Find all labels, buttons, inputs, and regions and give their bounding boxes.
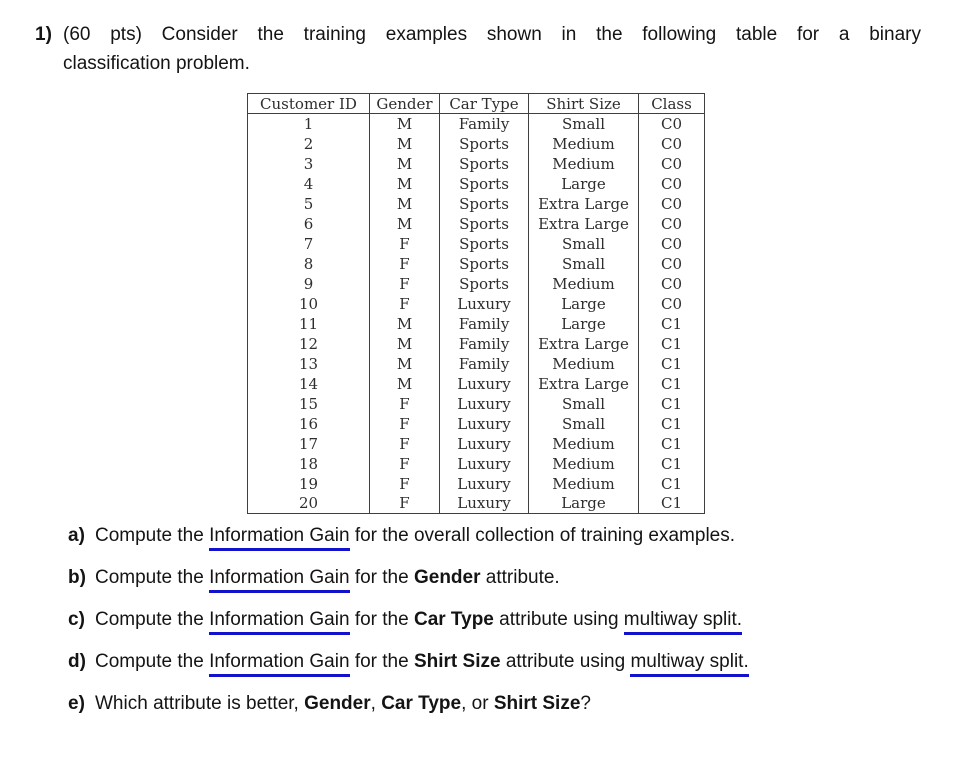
table-cell: Medium — [529, 354, 639, 374]
question-segment: , or — [461, 693, 494, 714]
table-cell: Luxury — [440, 394, 529, 414]
table-cell: Luxury — [440, 294, 529, 314]
table-cell: C0 — [639, 234, 705, 254]
table-row — [248, 454, 705, 474]
question-text — [95, 693, 924, 715]
table-cell: 3 — [248, 154, 370, 174]
question-item — [68, 693, 924, 715]
question-label: a) — [68, 525, 85, 546]
question-item — [68, 651, 924, 673]
table-cell: C0 — [639, 134, 705, 154]
table-cell: F — [370, 394, 440, 414]
table-row — [248, 174, 705, 194]
table-header-row — [248, 94, 705, 114]
question-text — [95, 525, 924, 547]
table-row — [248, 214, 705, 234]
table-cell: Sports — [440, 274, 529, 294]
underlined-term: Information Gain — [209, 567, 349, 593]
table-cell: Extra Large — [529, 334, 639, 354]
table-header-cell: Gender — [370, 94, 440, 114]
table-body — [248, 114, 705, 514]
table-cell: 13 — [248, 354, 370, 374]
problem-text-line1: (60 pts) Consider the training examples shown in the following table for a binary — [63, 24, 921, 45]
table-row — [248, 374, 705, 394]
table-row — [248, 134, 705, 154]
underlined-term: multiway split. — [624, 609, 742, 635]
table-cell: M — [370, 314, 440, 334]
table-cell: Sports — [440, 174, 529, 194]
table-cell: C1 — [639, 494, 705, 514]
table-row — [248, 494, 705, 514]
table-cell: Small — [529, 234, 639, 254]
table-cell: 14 — [248, 374, 370, 394]
question-segment: for the — [349, 609, 414, 630]
question-item — [68, 609, 924, 631]
table-cell: C0 — [639, 214, 705, 234]
problem-statement — [35, 20, 921, 78]
question-segment: Car Type — [413, 609, 494, 630]
question-item — [68, 567, 924, 589]
table-cell: C1 — [639, 334, 705, 354]
table-cell: M — [370, 154, 440, 174]
table-cell: Luxury — [440, 474, 529, 494]
table-cell: Large — [529, 494, 639, 514]
table-cell: Large — [529, 174, 639, 194]
table-cell: Large — [529, 314, 639, 334]
underlined-term: multiway split. — [630, 651, 748, 677]
table-cell: Extra Large — [529, 374, 639, 394]
question-label: c) — [68, 609, 85, 630]
table-cell: Sports — [440, 254, 529, 274]
table-cell: Family — [440, 334, 529, 354]
table-cell: Family — [440, 114, 529, 134]
table-cell: C0 — [639, 254, 705, 274]
table-cell: 20 — [248, 494, 370, 514]
table-cell: F — [370, 434, 440, 454]
table-cell: 15 — [248, 394, 370, 414]
table-header-cell: Car Type — [440, 94, 529, 114]
table-cell: Family — [440, 354, 529, 374]
question-item — [68, 525, 924, 547]
table-cell: Small — [529, 254, 639, 274]
table-head — [248, 94, 705, 114]
training-examples-table — [247, 93, 705, 514]
underlined-term: Information Gain — [209, 651, 349, 677]
table-cell: 8 — [248, 254, 370, 274]
table-cell: Medium — [529, 154, 639, 174]
table-cell: F — [370, 234, 440, 254]
table-cell: C1 — [639, 434, 705, 454]
table-cell: Small — [529, 394, 639, 414]
table-cell: Luxury — [440, 434, 529, 454]
table-cell: Extra Large — [529, 194, 639, 214]
table-cell: Luxury — [440, 454, 529, 474]
table-cell: C0 — [639, 274, 705, 294]
table-cell: M — [370, 354, 440, 374]
table-cell: C1 — [639, 394, 705, 414]
table-cell: C1 — [639, 354, 705, 374]
question-segment: Car Type — [381, 693, 462, 714]
table-row — [248, 434, 705, 454]
question-segment: ? — [580, 693, 591, 714]
table-cell: F — [370, 274, 440, 294]
question-segment: attribute using — [500, 651, 631, 672]
table-cell: Medium — [529, 434, 639, 454]
table-cell: 18 — [248, 454, 370, 474]
table-cell: C1 — [639, 374, 705, 394]
table-row — [248, 274, 705, 294]
table-cell: C0 — [639, 194, 705, 214]
table-cell: Sports — [440, 214, 529, 234]
table-row — [248, 334, 705, 354]
table-cell: Family — [440, 314, 529, 334]
table-cell: F — [370, 494, 440, 514]
table-cell: Large — [529, 294, 639, 314]
question-text — [95, 609, 924, 631]
table-cell: M — [370, 174, 440, 194]
table-cell: Sports — [440, 194, 529, 214]
table-row — [248, 314, 705, 334]
table-cell: Luxury — [440, 494, 529, 514]
table-cell: Luxury — [440, 414, 529, 434]
question-segment: Compute the — [95, 525, 210, 546]
table-cell: 12 — [248, 334, 370, 354]
table-cell: M — [370, 214, 440, 234]
table-row — [248, 414, 705, 434]
question-segment: Shirt Size — [413, 651, 501, 672]
questions — [68, 525, 924, 715]
table-cell: C0 — [639, 174, 705, 194]
table-cell: F — [370, 294, 440, 314]
table-cell: 19 — [248, 474, 370, 494]
table-cell: Medium — [529, 454, 639, 474]
table-cell: F — [370, 454, 440, 474]
question-text — [95, 567, 924, 589]
table-cell: 10 — [248, 294, 370, 314]
table-cell: Sports — [440, 154, 529, 174]
question-segment: Shirt Size — [493, 693, 581, 714]
table-cell: F — [370, 474, 440, 494]
question-label: b) — [68, 567, 86, 588]
table-row — [248, 114, 705, 134]
question-segment: Gender — [413, 567, 481, 588]
table-row — [248, 474, 705, 494]
table-row — [248, 294, 705, 314]
table-cell: 9 — [248, 274, 370, 294]
table-cell: Luxury — [440, 374, 529, 394]
table-cell: Small — [529, 414, 639, 434]
table-cell: 2 — [248, 134, 370, 154]
table-cell: 11 — [248, 314, 370, 334]
table-cell: M — [370, 374, 440, 394]
table-header-cell: Shirt Size — [529, 94, 639, 114]
question-segment: attribute. — [480, 567, 560, 588]
table-row — [248, 394, 705, 414]
table-cell: C1 — [639, 454, 705, 474]
table-cell: Sports — [440, 234, 529, 254]
question-segment: Compute the — [95, 651, 210, 672]
table-cell: C1 — [639, 474, 705, 494]
table-cell: C0 — [639, 154, 705, 174]
table-cell: Extra Large — [529, 214, 639, 234]
table-cell: Small — [529, 114, 639, 134]
table-cell: Medium — [529, 474, 639, 494]
question-segment: Which attribute is better, — [95, 693, 305, 714]
table-header-cell: Class — [639, 94, 705, 114]
question-text — [95, 651, 924, 673]
table-cell: C0 — [639, 294, 705, 314]
table-cell: C1 — [639, 414, 705, 434]
table-cell: M — [370, 134, 440, 154]
problem-number: 1) — [35, 24, 52, 45]
table-cell: 6 — [248, 214, 370, 234]
question-segment: for the — [349, 651, 414, 672]
table-cell: 4 — [248, 174, 370, 194]
table-cell: M — [370, 194, 440, 214]
table-cell: 16 — [248, 414, 370, 434]
table-row — [248, 194, 705, 214]
question-segment: for the — [349, 567, 414, 588]
table-row — [248, 354, 705, 374]
table-cell: 17 — [248, 434, 370, 454]
underlined-term: Information Gain — [209, 525, 349, 551]
table-row — [248, 254, 705, 274]
table-header-cell: Customer ID — [248, 94, 370, 114]
table-cell: 5 — [248, 194, 370, 214]
problem-text-line2: classification problem. — [63, 53, 250, 74]
table-cell: M — [370, 114, 440, 134]
table-row — [248, 234, 705, 254]
question-segment: Compute the — [95, 567, 210, 588]
table-cell: 7 — [248, 234, 370, 254]
table-cell: C1 — [639, 314, 705, 334]
question-segment: attribute using — [493, 609, 624, 630]
table-cell: Medium — [529, 134, 639, 154]
table-cell: C0 — [639, 114, 705, 134]
question-label: e) — [68, 693, 85, 714]
question-label: d) — [68, 651, 86, 672]
question-segment: Compute the — [95, 609, 210, 630]
question-segment: for the overall collection of training examples. — [349, 525, 736, 546]
question-segment: Gender — [304, 693, 371, 714]
table-cell: F — [370, 414, 440, 434]
problem-body — [63, 20, 921, 78]
table-cell: M — [370, 334, 440, 354]
table-cell: F — [370, 254, 440, 274]
table-row — [248, 154, 705, 174]
table-cell: Sports — [440, 134, 529, 154]
underlined-term: Information Gain — [209, 609, 349, 635]
question-segment: , — [370, 693, 382, 714]
table-cell: Medium — [529, 274, 639, 294]
table-cell: 1 — [248, 114, 370, 134]
